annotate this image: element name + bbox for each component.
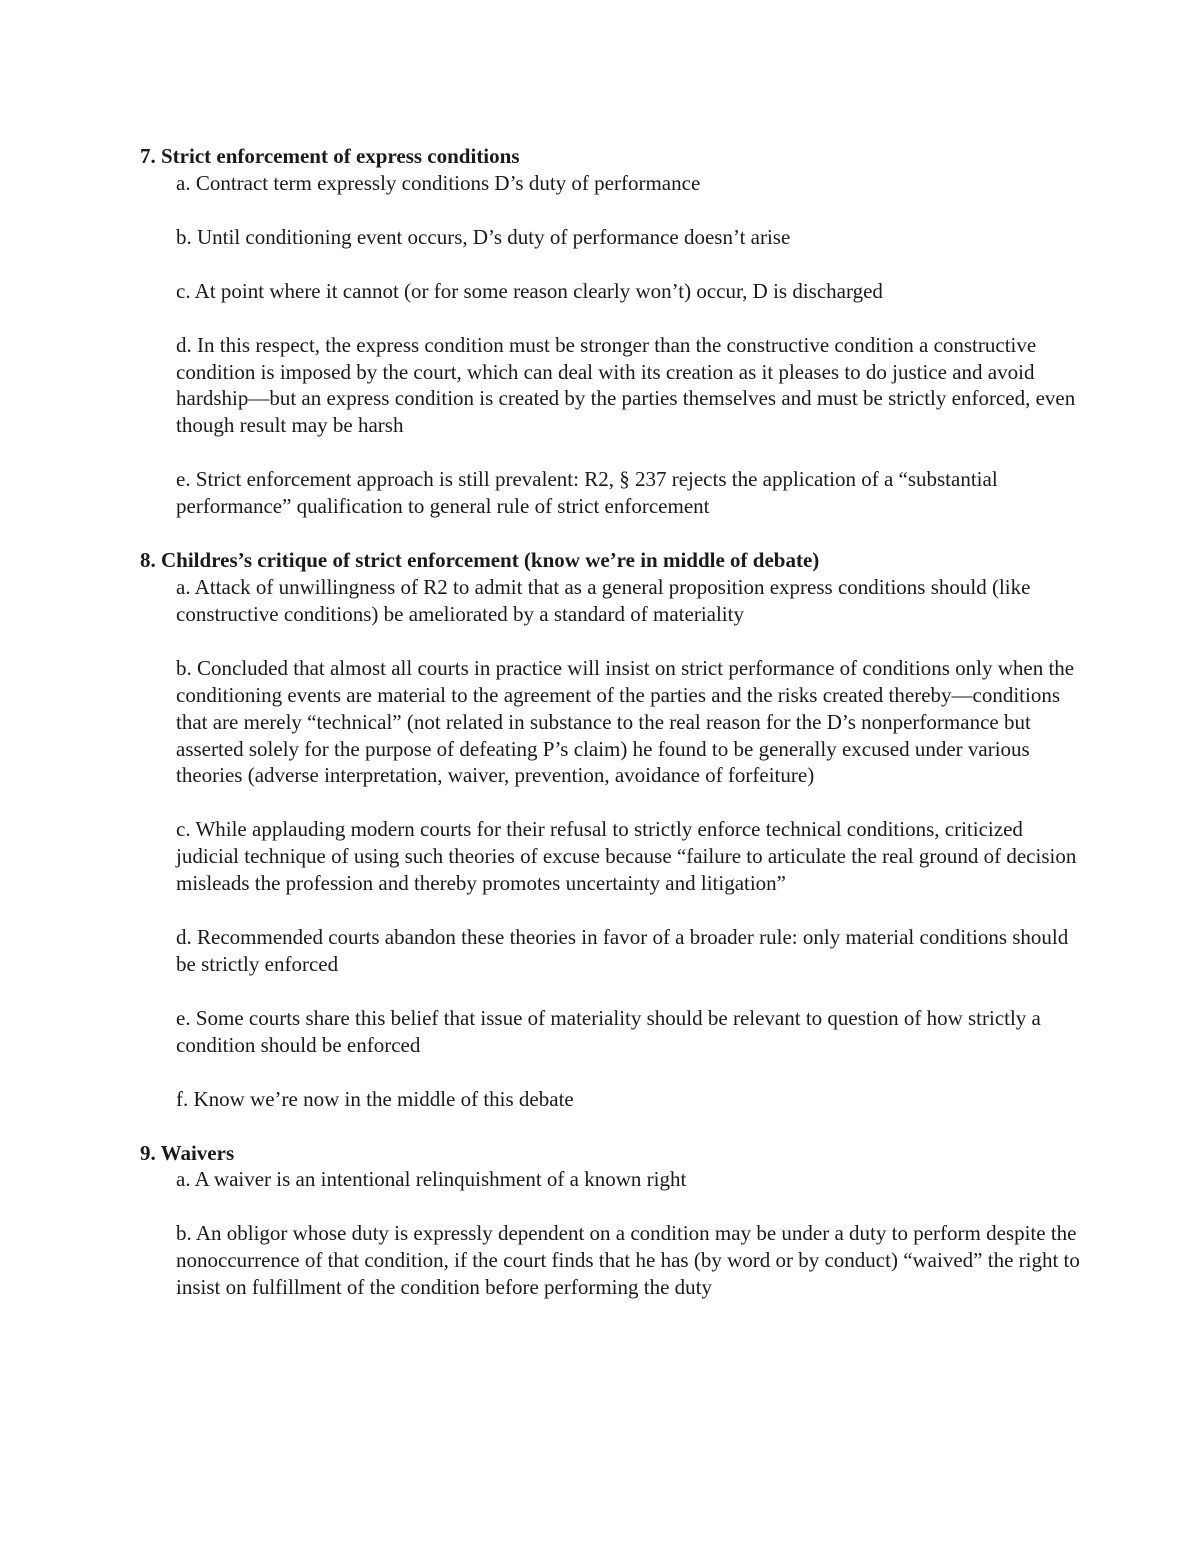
list-item: f. Know we’re now in the middle of this debate xyxy=(176,1086,574,1111)
list-item: a. Contract term expressly conditions D’s duty of performance xyxy=(176,170,701,195)
section-heading: 9. Waivers xyxy=(140,1140,235,1165)
list-item: e. Strict enforcement approach is still prevalent: R2, § 237 rejects the application of a “substantial performance” qualification to general rule of strict enforcement xyxy=(176,467,998,519)
section-8 xyxy=(140,547,1080,1113)
list-item: b. Until conditioning event occurs, D’s duty of performance doesn’t arise xyxy=(176,224,791,249)
list-item: a. A waiver is an intentional relinquishment of a known right xyxy=(176,1167,687,1192)
list-item: c. While applauding modern courts for their refusal to strictly enforce technical conditions, criticized judicial technique of using such theories of excuse because “failure to articulate the real ground of decision misleads the profession and thereby promotes uncertainty and litigation” xyxy=(176,817,1077,896)
section-heading: 8. Childres’s critique of strict enforcement (know we’re in middle of debate) xyxy=(140,548,820,573)
list-item: d. In this respect, the express condition must be stronger than the constructive condition a constructive condition is imposed by the court, which can deal with its creation as it pleases to do justice and avoid hardship—but an express condition is created by the parties themselves and must be strictly enforced, even though result may be harsh xyxy=(176,332,1076,438)
list-item: e. Some courts share this belief that issue of materiality should be relevant to question of how strictly a condition should be enforced xyxy=(176,1005,1041,1057)
section-heading: 7. Strict enforcement of express conditions xyxy=(140,144,520,168)
list-item: b. An obligor whose duty is expressly dependent on a condition may be under a duty to perform despite the nonoccurrence of that condition, if the court finds that he has (by word or by conduct) “waived” the right to insist on fulfillment of the condition before performing the duty xyxy=(176,1221,1080,1300)
list-item: c. At point where it cannot (or for some reason clearly won’t) occur, D is discharged xyxy=(176,278,883,303)
section-9 xyxy=(140,1140,1080,1302)
list-item: b. Concluded that almost all courts in practice will insist on strict performance of conditions only when the conditioning events are material to the agreement of the parties and the risks created thereby—conditions that are merely “technical” (not related in substance to the real reason for the D’s nonperformance but asserted solely for the purpose of defeating P’s claim) he found to be generally excused under various theories (adverse interpretation, waiver, prevention, avoidance of forfeiture) xyxy=(176,655,1075,788)
document-body xyxy=(140,143,1080,1301)
list-item: a. Attack of unwillingness of R2 to admit that as a general proposition express conditions should (like constructive conditions) be ameliorated by a standard of materiality xyxy=(176,574,1031,626)
list-item: d. Recommended courts abandon these theories in favor of a broader rule: only material conditions should be strictly enforced xyxy=(176,925,1069,976)
section-7 xyxy=(140,143,1080,520)
